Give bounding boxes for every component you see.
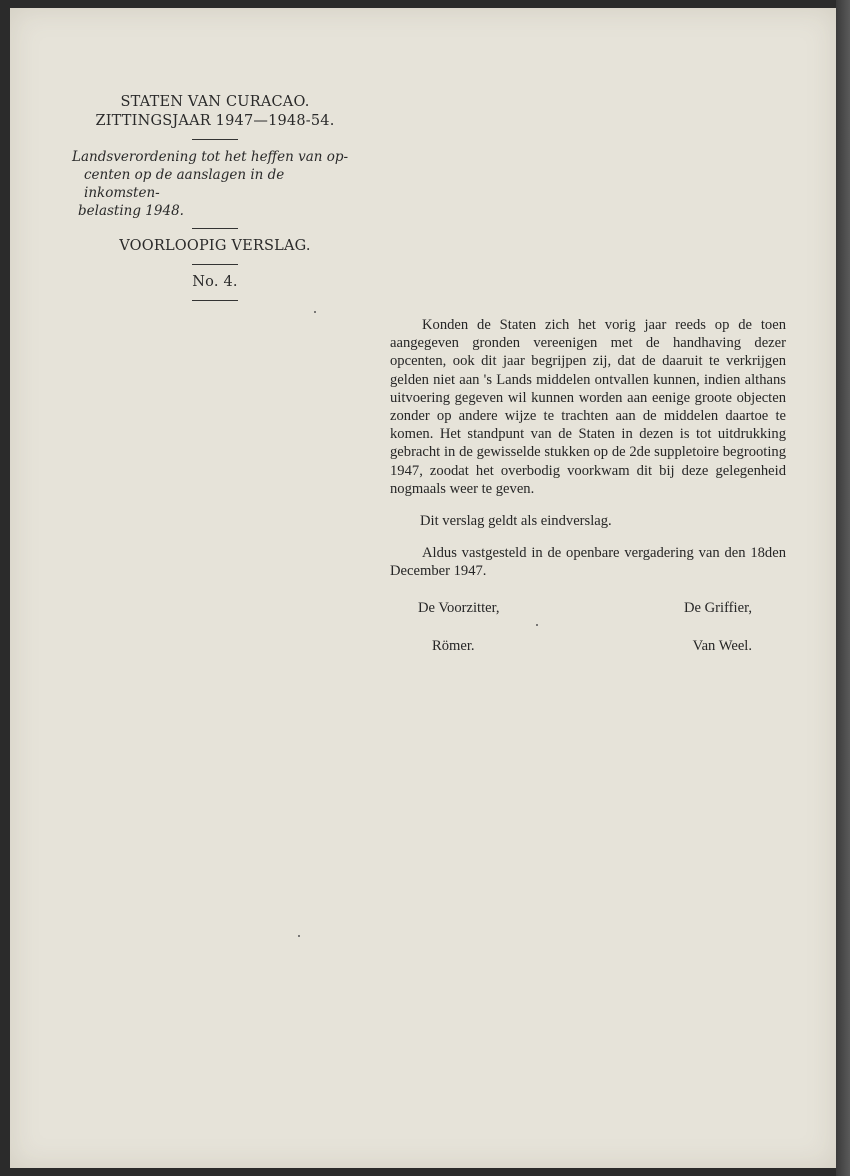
body-paragraph: Dit verslag geldt als eindverslag. — [420, 513, 612, 530]
clerk-name: Van Weel. — [692, 637, 752, 654]
chairman-title: De Voorzitter, — [418, 599, 500, 616]
signature-names — [390, 637, 786, 655]
document-number: No. 4. — [192, 274, 238, 290]
subject-line: belasting 1948. — [78, 203, 184, 219]
session-year: ZITTINGSJAAR 1947—1948-54. — [95, 113, 335, 129]
body-paragraph: Konden de Staten zich het vorig jaar reeds op de toen aangegeven gronden vereenigen met de handhaving dezer opcenten, ook dit jaar begrijpen zij, dat de daaruit te verkrijgen gelden niet aan 's Lands middelen ontvallen kunnen, indien althans uitvoering gegeven wil kunnen worden aan eenige groote objecten zonder op andere wijze te trachten aan de middelen daartoe te komen. Het standpunt van de Staten in dezen is tot uitdrukking gebracht in de gewisselde stukken op de 2de suppletoire begrooting 1947, zoodat het overbodig voorkwam dit bij deze gelegenheid nogmaals weer te geven. — [390, 317, 786, 497]
paper-speck — [536, 624, 538, 626]
header-divider — [192, 139, 238, 140]
page-edge-shadow — [836, 0, 850, 1176]
document-header — [70, 93, 360, 309]
subject-line: centen op de aanslagen in de inkomsten- — [84, 167, 285, 201]
paper-speck — [298, 935, 300, 937]
report-type: VOORLOOPIG VERSLAG. — [119, 238, 311, 254]
subject-line: Landsverordening tot het heffen van op- — [72, 149, 349, 165]
paper-speck — [314, 311, 316, 313]
ordinance-subject — [72, 148, 360, 220]
parliament-title: STATEN VAN CURACAO. — [120, 94, 310, 110]
clerk-title: De Griffier, — [683, 599, 752, 616]
report-body — [390, 316, 786, 655]
chairman-name: Römer. — [432, 637, 475, 654]
signature-titles — [390, 599, 786, 617]
body-paragraph: Aldus vastgesteld in de openbare vergadering van den 18den December 1947. — [390, 545, 786, 580]
header-divider — [192, 228, 238, 229]
header-divider — [192, 264, 238, 265]
header-divider — [192, 300, 238, 301]
